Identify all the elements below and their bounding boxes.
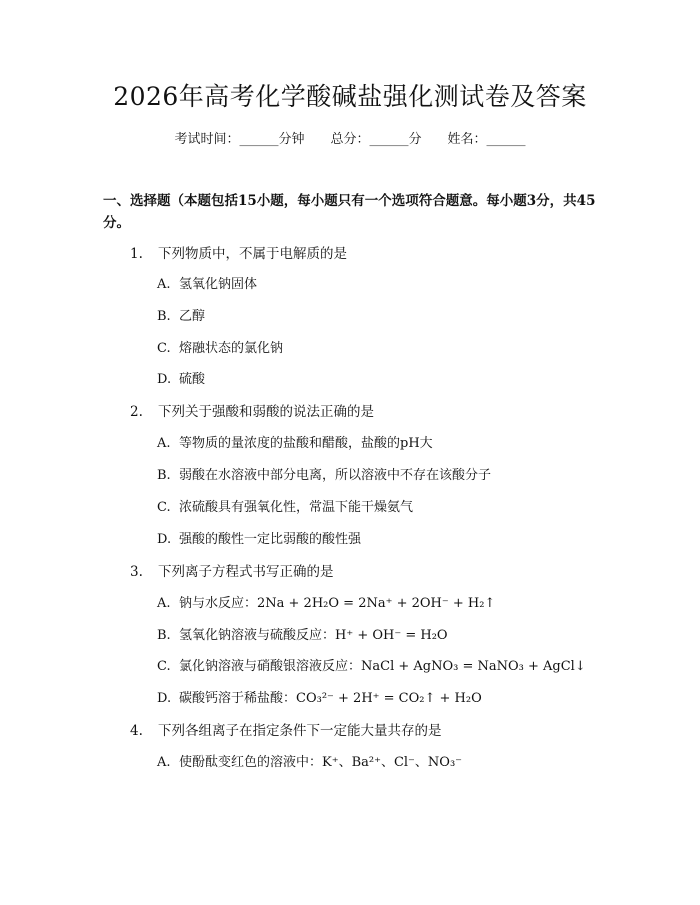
exam-time: 考试时间：______分钟 bbox=[174, 132, 305, 147]
option-letter: A. bbox=[157, 277, 171, 292]
option-letter: C. bbox=[157, 341, 171, 356]
option-text: 使酚酞变红色的溶液中：K⁺、Ba²⁺、Cl⁻、NO₃⁻ bbox=[179, 755, 463, 770]
option-2a bbox=[157, 434, 617, 454]
exam-total-score: 总分：______分 bbox=[330, 132, 422, 147]
question-number: 3. bbox=[130, 564, 143, 580]
option-text: 氯化钠溶液与硝酸银溶液反应：NaCl + AgNO₃ = NaNO₃ + AgCl↓ bbox=[179, 659, 586, 674]
option-letter: C. bbox=[157, 500, 171, 515]
option-text: 乙醇 bbox=[179, 309, 206, 324]
option-text: 氢氧化钠固体 bbox=[179, 277, 258, 292]
question-number: 1. bbox=[130, 246, 143, 262]
option-letter: C. bbox=[157, 659, 171, 674]
exam-title: 2026年高考化学酸碱盐强化测试卷及答案 bbox=[113, 82, 587, 111]
option-1a bbox=[157, 275, 617, 295]
option-4a bbox=[157, 753, 617, 773]
option-3c bbox=[157, 657, 617, 677]
question-text: 下列关于强酸和弱酸的说法正确的是 bbox=[158, 404, 374, 420]
option-text: 氢氧化钠溶液与硫酸反应：H⁺ + OH⁻ = H₂O bbox=[179, 628, 448, 643]
option-text: 等物质的量浓度的盐酸和醋酸，盐酸的pH大 bbox=[179, 436, 433, 451]
option-letter: B. bbox=[157, 628, 171, 643]
option-letter: A. bbox=[157, 436, 171, 451]
question-text: 下列离子方程式书写正确的是 bbox=[158, 564, 334, 580]
question-3 bbox=[130, 562, 590, 582]
option-text: 强酸的酸性一定比弱酸的酸性强 bbox=[179, 532, 362, 547]
option-text: 硫酸 bbox=[179, 372, 206, 387]
question-number: 2. bbox=[130, 404, 143, 420]
option-2c bbox=[157, 498, 617, 518]
option-letter: D. bbox=[157, 372, 172, 387]
option-3a bbox=[157, 594, 617, 614]
option-letter: B. bbox=[157, 309, 171, 324]
option-letter: D. bbox=[157, 691, 172, 706]
option-letter: B. bbox=[157, 468, 171, 483]
question-2 bbox=[130, 402, 590, 422]
option-1b bbox=[157, 307, 617, 327]
option-letter: A. bbox=[157, 755, 171, 770]
option-text: 钠与水反应：2Na + 2H₂O = 2Na⁺ + 2OH⁻ + H₂↑ bbox=[179, 596, 496, 611]
option-3b bbox=[157, 626, 617, 646]
section-heading: 一、选择题（本题包括15小题，每小题只有一个选项符合题意。每小题3分，共45分。 bbox=[103, 193, 596, 231]
question-text: 下列物质中，不属于电解质的是 bbox=[158, 246, 347, 262]
option-text: 浓硫酸具有强氧化性，常温下能干燥氨气 bbox=[179, 500, 414, 515]
question-number: 4. bbox=[130, 723, 143, 739]
student-name: 姓名：______ bbox=[447, 132, 526, 147]
option-letter: A. bbox=[157, 596, 171, 611]
option-1c bbox=[157, 339, 617, 359]
option-2b bbox=[157, 466, 617, 486]
option-text: 碳酸钙溶于稀盐酸：CO₃²⁻ + 2H⁺ = CO₂↑ + H₂O bbox=[179, 691, 482, 706]
exam-meta bbox=[0, 130, 700, 150]
question-4 bbox=[130, 721, 590, 741]
option-1d bbox=[157, 370, 617, 390]
question-1 bbox=[130, 244, 590, 264]
option-3d bbox=[157, 689, 617, 709]
option-text: 熔融状态的氯化钠 bbox=[179, 341, 284, 356]
option-text: 弱酸在水溶液中部分电离，所以溶液中不存在该酸分子 bbox=[179, 468, 492, 483]
option-2d bbox=[157, 530, 617, 550]
question-text: 下列各组离子在指定条件下一定能大量共存的是 bbox=[158, 723, 442, 739]
option-letter: D. bbox=[157, 532, 172, 547]
